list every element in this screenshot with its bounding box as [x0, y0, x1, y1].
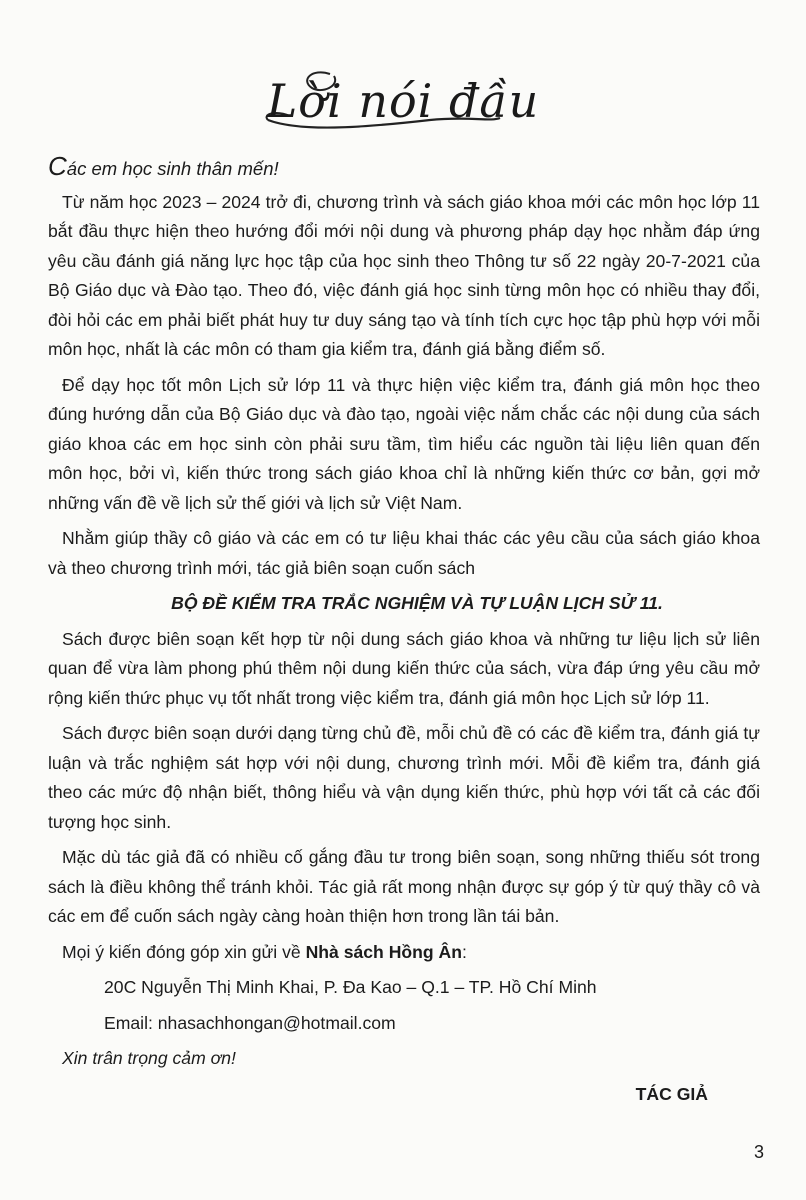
contact-colon: :	[461, 941, 467, 962]
page-number: 3	[754, 1142, 765, 1162]
thanks: Xin trân trọng cảm ơn!	[62, 1048, 236, 1068]
contact-intro: Mọi ý kiến đóng góp xin gửi về	[62, 941, 306, 962]
paragraph-1: Từ năm học 2023 – 2024 trở đi, chương trình và sách giáo khoa mới các môn học lớp 11 bắt đầu thực hiện theo hướng đổi mới nội dung và phương pháp dạy học nhằm đáp ứng yêu cầu đánh giá năng lực học tập của học sinh theo Thông tư số 22 ngày 20-7-2021 của Bộ Giáo dục và Đào tạo. Theo đó, việc đánh giá học sinh từng môn học có nhiều thay đổi, đòi hỏi các em phải biết phát huy tư duy sáng tạo và tính tích cực học tập phù hợp với mỗi môn học, nhất là các môn có tham gia kiểm tra, đánh giá bằng điểm số.	[48, 191, 760, 359]
contact-line	[48, 938, 760, 968]
page-title: Lời nói đầu	[266, 74, 540, 128]
greeting-initial: C	[48, 151, 67, 181]
book-title: BỘ ĐỀ KIỂM TRA TRẮC NGHIỆM VÀ TỰ LUẬN LỊCH SỬ 11.	[171, 593, 663, 613]
paragraph-2: Để dạy học tốt môn Lịch sử lớp 11 và thực hiện việc kiểm tra, đánh giá môn học theo đúng hướng dẫn của Bộ Giáo dục và đào tạo, ngoài việc nắm chắc các nội dung của sách giáo khoa các em học sinh còn phải sưu tầm, tìm hiểu các nguồn tài liệu liên quan đến môn học, bởi vì, kiến thức trong sách giáo khoa chỉ là những kiến thức cơ bản, gợi mở những vấn đề về lịch sử thế giới và lịch sử Việt Nam.	[48, 374, 760, 513]
email: Email: nhasachhongan@hotmail.com	[104, 1012, 396, 1033]
address: 20C Nguyễn Thị Minh Khai, P. Đa Kao – Q.1 – TP. Hồ Chí Minh	[104, 977, 597, 997]
paragraph-4: Sách được biên soạn kết hợp từ nội dung sách giáo khoa và những tư liệu lịch sử liên quan để vừa làm phong phú thêm nội dung kiến thức của sách, vừa đáp ứng yêu cầu mở rộng kiến thức phục vụ tốt nhất trong việc kiểm tra, đánh giá môn học Lịch sử lớp 11.	[48, 628, 760, 708]
paragraph-3: Nhằm giúp thầy cô giáo và các em có tư liệu khai thác các yêu cầu của sách giáo khoa và theo chương trình mới, tác giả biên soạn cuốn sách	[48, 528, 760, 578]
greeting-text: ác em học sinh thân mến!	[66, 158, 279, 179]
author-signature: TÁC GIẢ	[635, 1083, 708, 1104]
title-block	[0, 62, 806, 142]
preface-content	[48, 152, 760, 1115]
publisher-name: Nhà sách Hồng Ân	[305, 941, 462, 962]
paragraph-5: Sách được biên soạn dưới dạng từng chủ đề, mỗi chủ đề có các đề kiểm tra, đánh giá tự luận và trắc nghiệm sát hợp với nội dung, chương trình mới. Mỗi đề kiểm tra, đánh giá theo các mức độ nhận biết, thông hiểu và vận dụng kiến thức, phù hợp với tất cả các đối tượng học sinh.	[48, 723, 760, 832]
greeting	[48, 152, 760, 184]
paragraph-6: Mặc dù tác giả đã có nhiều cố gắng đầu tư trong biên soạn, song những thiếu sót trong sách là điều không thể tránh khỏi. Tác giả rất mong nhận được sự góp ý từ quý thầy cô và các em để cuốn sách ngày càng hoàn thiện hơn trong lần tái bản.	[48, 847, 760, 926]
